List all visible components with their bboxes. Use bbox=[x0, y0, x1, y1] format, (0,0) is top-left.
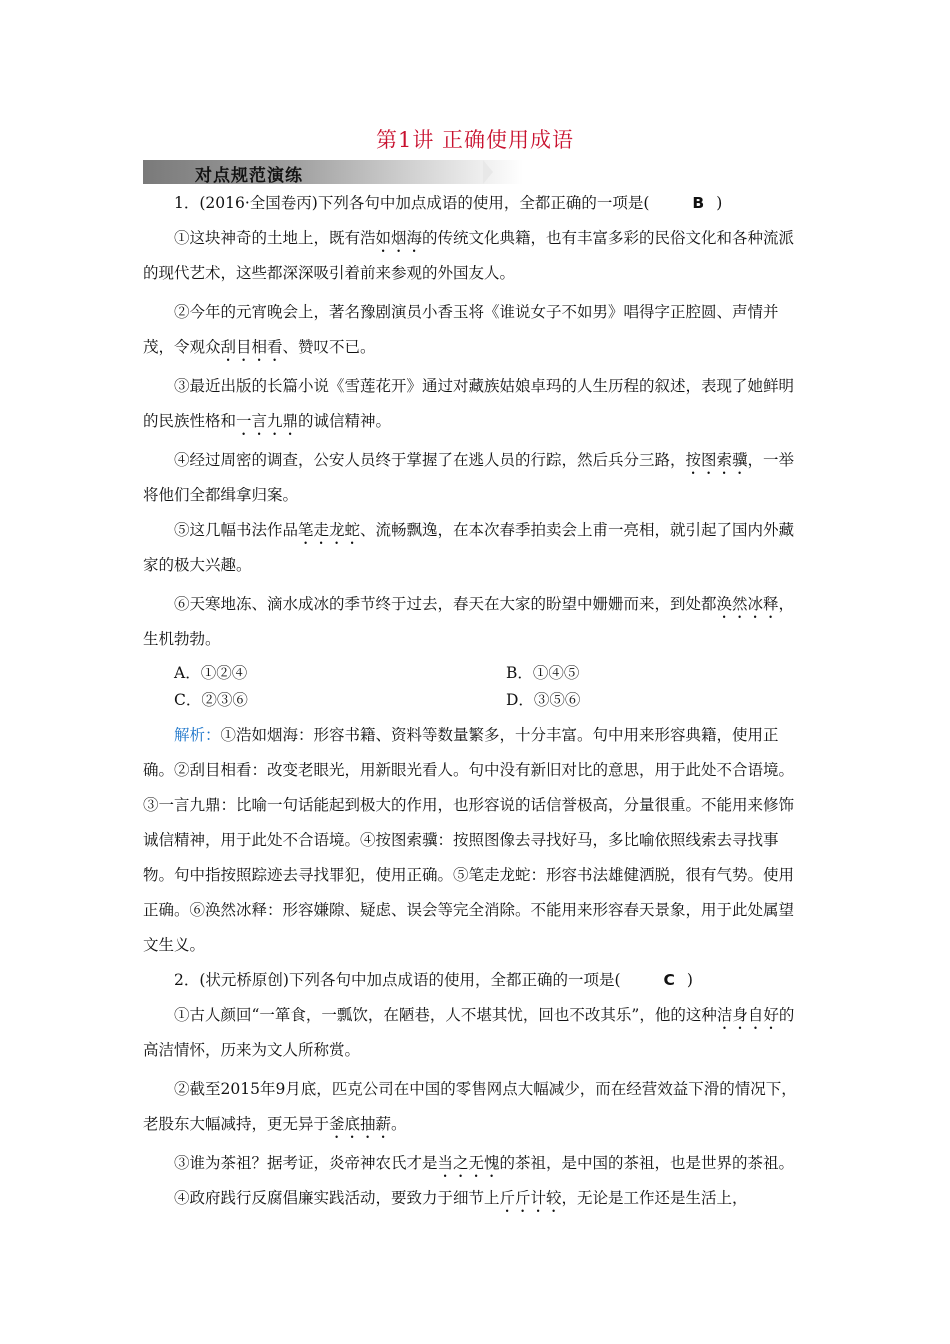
option-d: D．③⑤⑥ bbox=[506, 691, 581, 709]
q1-sentence-6: ⑥天寒地冻、滴水成冰的季节终于过去，春天在大家的盼望中姗姗而来，到处都涣然冰释，生机勃勃。 bbox=[143, 595, 795, 648]
q1-sentence-4: ④经过周密的调查，公安人员终于掌握了在逃人员的行踪，然后兵分三路，按图索骥，一举将他们全都缉拿归案。 bbox=[143, 451, 795, 504]
dotted-idiom: 一言九鼎 bbox=[236, 412, 299, 430]
q1-analysis: 解析：①浩如烟海：形容书籍、资料等数量繁多，十分丰富。句中用来形容典籍，使用正确。②刮目相看：改变老眼光，用新眼光看人。句中没有新旧对比的意思，用于此处不合语境。③一言九鼎：比喻一句话能起到极大的作用，也形容说的话信誉极高，分量很重。不能用来修饰诚信精神，用于此处不合语境。④按图索骥：按照图像去寻找好马，多比喻依照线索去寻找事物。句中指按照踪迹去寻找罪犯，使用正确。⑤笔走龙蛇：形容书法雄健洒脱，很有气势。使用正确。⑥涣然冰释：形容嫌隙、疑虑、误会等完全消除。不能用来形容春天景象，用于此处属望文生义。 bbox=[143, 726, 795, 954]
page-title: 第1讲 正确使用成语 bbox=[375, 128, 575, 152]
section-banner bbox=[143, 160, 523, 184]
q1-answer: B bbox=[692, 194, 705, 212]
q1-options-row-1 bbox=[143, 661, 807, 683]
section-banner-label: 对点规范演练 bbox=[195, 166, 303, 186]
q2-answer: C bbox=[663, 971, 675, 989]
q1-sentence-3: ③最近出版的长篇小说《雪莲花开》通过对藏族姑娘卓玛的人生历程的叙述，表现了她鲜明的民族性格和一言九鼎的诚信精神。 bbox=[143, 377, 795, 430]
banner-arrow-icon bbox=[483, 160, 493, 184]
option-b: B．①④⑤ bbox=[506, 664, 580, 682]
dotted-idiom: 斤斤计较 bbox=[499, 1189, 562, 1207]
dotted-idiom: 涣然冰释 bbox=[716, 595, 779, 613]
dotted-idiom: 当之无愧 bbox=[437, 1154, 500, 1172]
q2-stem: 2．(状元桥原创)下列各句中加点成语的使用，全都正确的一项是( C ) bbox=[143, 963, 807, 998]
option-c: C．②③⑥ bbox=[174, 691, 248, 709]
option-a: A．①②④ bbox=[174, 664, 248, 682]
q2-sentence-4: ④政府践行反腐倡廉实践活动，要致力于细节上斤斤计较，无论是工作还是生活上， bbox=[174, 1189, 748, 1207]
q1-sentence-5: ⑤这几幅书法作品笔走龙蛇、流畅飘逸，在本次春季拍卖会上甫一亮相，就引起了国内外藏家的极大兴趣。 bbox=[143, 521, 795, 574]
q1-options-row-2 bbox=[143, 683, 807, 718]
q2-sentence-3: ③谁为茶祖？据考证，炎帝神农氏才是当之无愧的茶祖，是中国的茶祖，也是世界的茶祖。 bbox=[174, 1154, 795, 1172]
dotted-idiom: 笔走龙蛇 bbox=[298, 521, 361, 539]
dotted-idiom: 如烟海 bbox=[375, 229, 423, 247]
main-content bbox=[143, 186, 807, 1216]
q2-sentence-1: ①古人颜回“一箪食，一瓢饮，在陋巷，人不堪其忧，回也不改其乐”，他的这种洁身自好的高洁情怀，历来为文人所称赏。 bbox=[143, 1006, 795, 1059]
dotted-idiom: 洁身自好 bbox=[716, 1006, 779, 1024]
dotted-idiom: 按图索骥 bbox=[685, 451, 748, 469]
dotted-idiom: 釜底抽薪 bbox=[329, 1115, 392, 1133]
q1-sentence-2: ②今年的元宵晚会上，著名豫剧演员小香玉将《谁说女子不如男》唱得字正腔圆、声情并茂，令观众刮目相看、赞叹不已。 bbox=[143, 303, 779, 356]
analysis-label: 解析： bbox=[174, 726, 221, 744]
q1-sentence-1: ①这块神奇的土地上，既有浩如烟海的传统文化典籍，也有丰富多彩的民俗文化和各种流派的现代艺术，这些都深深吸引着前来参观的外国友人。 bbox=[143, 229, 795, 282]
q2-sentence-2: ②截至2015年9月底，匹克公司在中国的零售网点大幅减少，而在经营效益下滑的情况下，老股东大幅减持，更无异于釜底抽薪。 bbox=[143, 1080, 797, 1133]
dotted-idiom: 刮目相看 bbox=[220, 338, 283, 356]
q1-stem: 1．(2016·全国卷丙)下列各句中加点成语的使用，全都正确的一项是( B ) bbox=[143, 186, 807, 221]
